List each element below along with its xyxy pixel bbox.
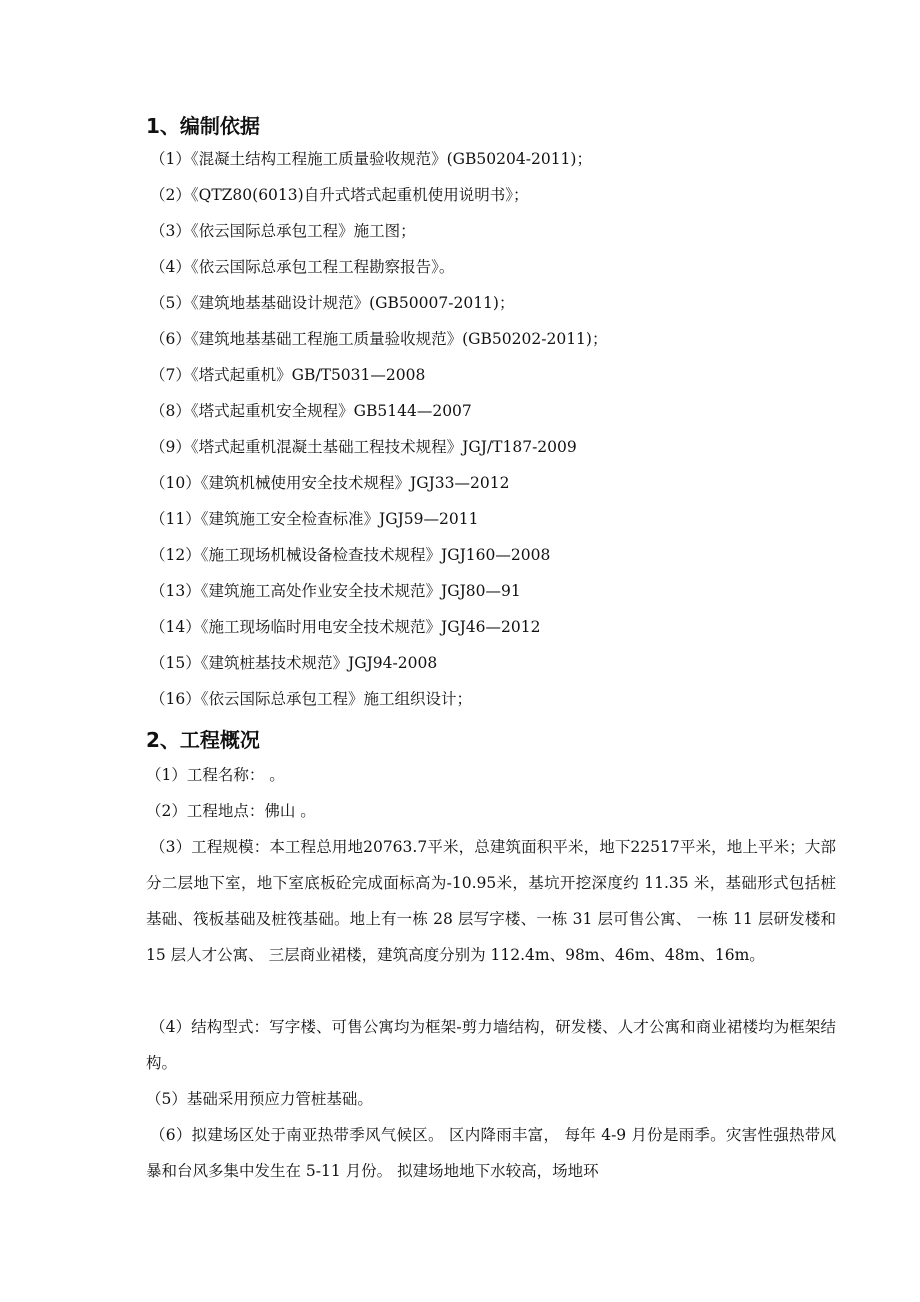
overview-project-name: （1）工程名称： 。 [146, 766, 285, 784]
reference-item: （14）《施工现场临时用电安全技术规范》JGJ46—2012 [150, 618, 541, 636]
reference-item: （13）《建筑施工高处作业安全技术规范》JGJ80—91 [150, 582, 521, 600]
reference-item: （3）《依云国际总承包工程》施工图； [150, 222, 416, 240]
reference-item: （7）《塔式起重机》GB/T5031—2008 [150, 366, 426, 384]
overview-project-location: （2）工程地点：佛山 。 [146, 802, 316, 820]
reference-item: （6）《建筑地基基础工程施工质量验收规范》(GB50202-2011)； [150, 330, 608, 348]
reference-item: （9）《塔式起重机混凝土基础工程技术规程》JGJ/T187-2009 [150, 438, 577, 456]
reference-item: （5）《建筑地基基础设计规范》(GB50007-2011)； [150, 294, 515, 312]
overview-structure-type: （4）结构型式：写字楼、可售公寓均为框架-剪力墙结构，研发楼、人才公寓和商业裙楼均为框架结构。 [146, 1018, 836, 1072]
overview-foundation: （5）基础采用预应力管桩基础。 [146, 1090, 373, 1108]
section-2-heading: 2、工程概况 [146, 728, 260, 752]
reference-item: （16）《依云国际总承包工程》施工组织设计； [150, 690, 472, 708]
reference-item: （12）《施工现场机械设备检查技术规程》JGJ160—2008 [150, 546, 551, 564]
overview-climate: （6）拟建场区处于南亚热带季风气候区。 区内降雨丰富， 每年 4-9 月份是雨季。灾害性强热带风暴和台风多集中发生在 5-11 月份。 拟建场地地下水较高，场地环 [146, 1126, 836, 1180]
section-1-heading: 1、编制依据 [146, 114, 260, 138]
reference-item: （15）《建筑桩基技术规范》JGJ94-2008 [150, 654, 438, 672]
reference-item: （1）《混凝土结构工程施工质量验收规范》(GB50204-2011)； [150, 150, 592, 168]
overview-project-scale: （3）工程规模：本工程总用地20763.7平米，总建筑面积平米，地下22517平米，地上平米；大部分二层地下室，地下室底板砼完成面标高为-10.95米，基坑开挖深度约 11.35 米，基础形式包括桩基础、筏板基础及桩筏基础。地上有一栋 28 层写字楼、一栋 31 层可售公寓、 一栋 11 层研发楼和 15 层人才公寓、 三层商业裙楼，建筑高度分别为 112.4m、98m、46m、48m、16m。 [146, 838, 836, 964]
reference-item: （8）《塔式起重机安全规程》GB5144—2007 [150, 402, 472, 420]
reference-item: （2）《QTZ80(6013)自升式塔式起重机使用说明书》； [150, 186, 529, 204]
reference-item: （10）《建筑机械使用安全技术规程》JGJ33—2012 [150, 474, 510, 492]
reference-item: （11）《建筑施工安全检查标准》JGJ59—2011 [150, 510, 479, 528]
reference-item: （4）《依云国际总承包工程工程勘察报告》。 [150, 258, 455, 276]
